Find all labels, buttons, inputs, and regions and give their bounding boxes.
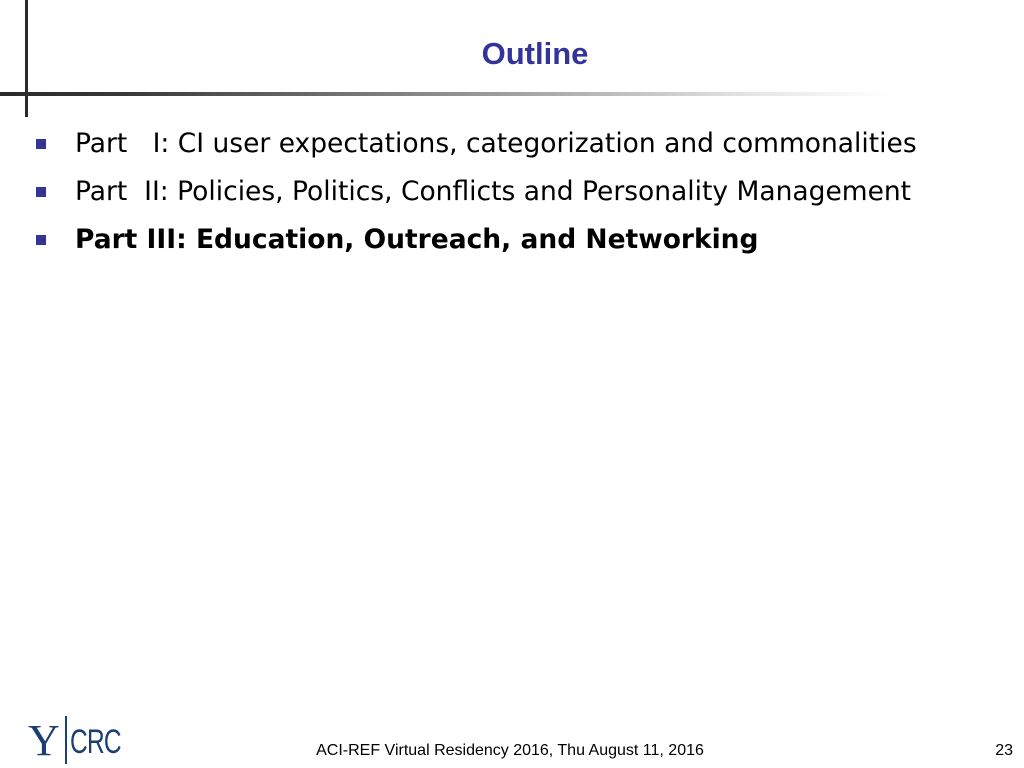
square-bullet-icon <box>36 187 46 197</box>
slide-footer: ACI-REF Virtual Residency 2016, Thu August 11, 2016 <box>316 742 704 759</box>
title-underline <box>0 92 890 96</box>
logo-crc-text: CRC <box>70 723 121 761</box>
outline-item-part-1 <box>36 124 996 172</box>
logo-divider <box>65 716 67 764</box>
outline-list <box>36 124 996 268</box>
slide-number: 23 <box>995 742 1013 759</box>
outline-item-text: Part III: Education, Outreach, and Networking <box>75 224 759 255</box>
vertical-accent-line <box>25 0 28 117</box>
square-bullet-icon <box>36 235 46 245</box>
logo-y-letter: Y <box>28 716 60 765</box>
ycrc-logo <box>28 714 120 766</box>
outline-item-part-2 <box>36 172 996 220</box>
outline-item-text: Part II: Policies, Politics, Conflicts and Personality Management <box>75 176 912 207</box>
square-bullet-icon <box>36 139 46 149</box>
slide-title: Outline <box>481 36 589 71</box>
outline-item-text: Part I: CI user expectations, categorization and commonalities <box>75 128 917 159</box>
outline-item-part-3 <box>36 220 996 268</box>
